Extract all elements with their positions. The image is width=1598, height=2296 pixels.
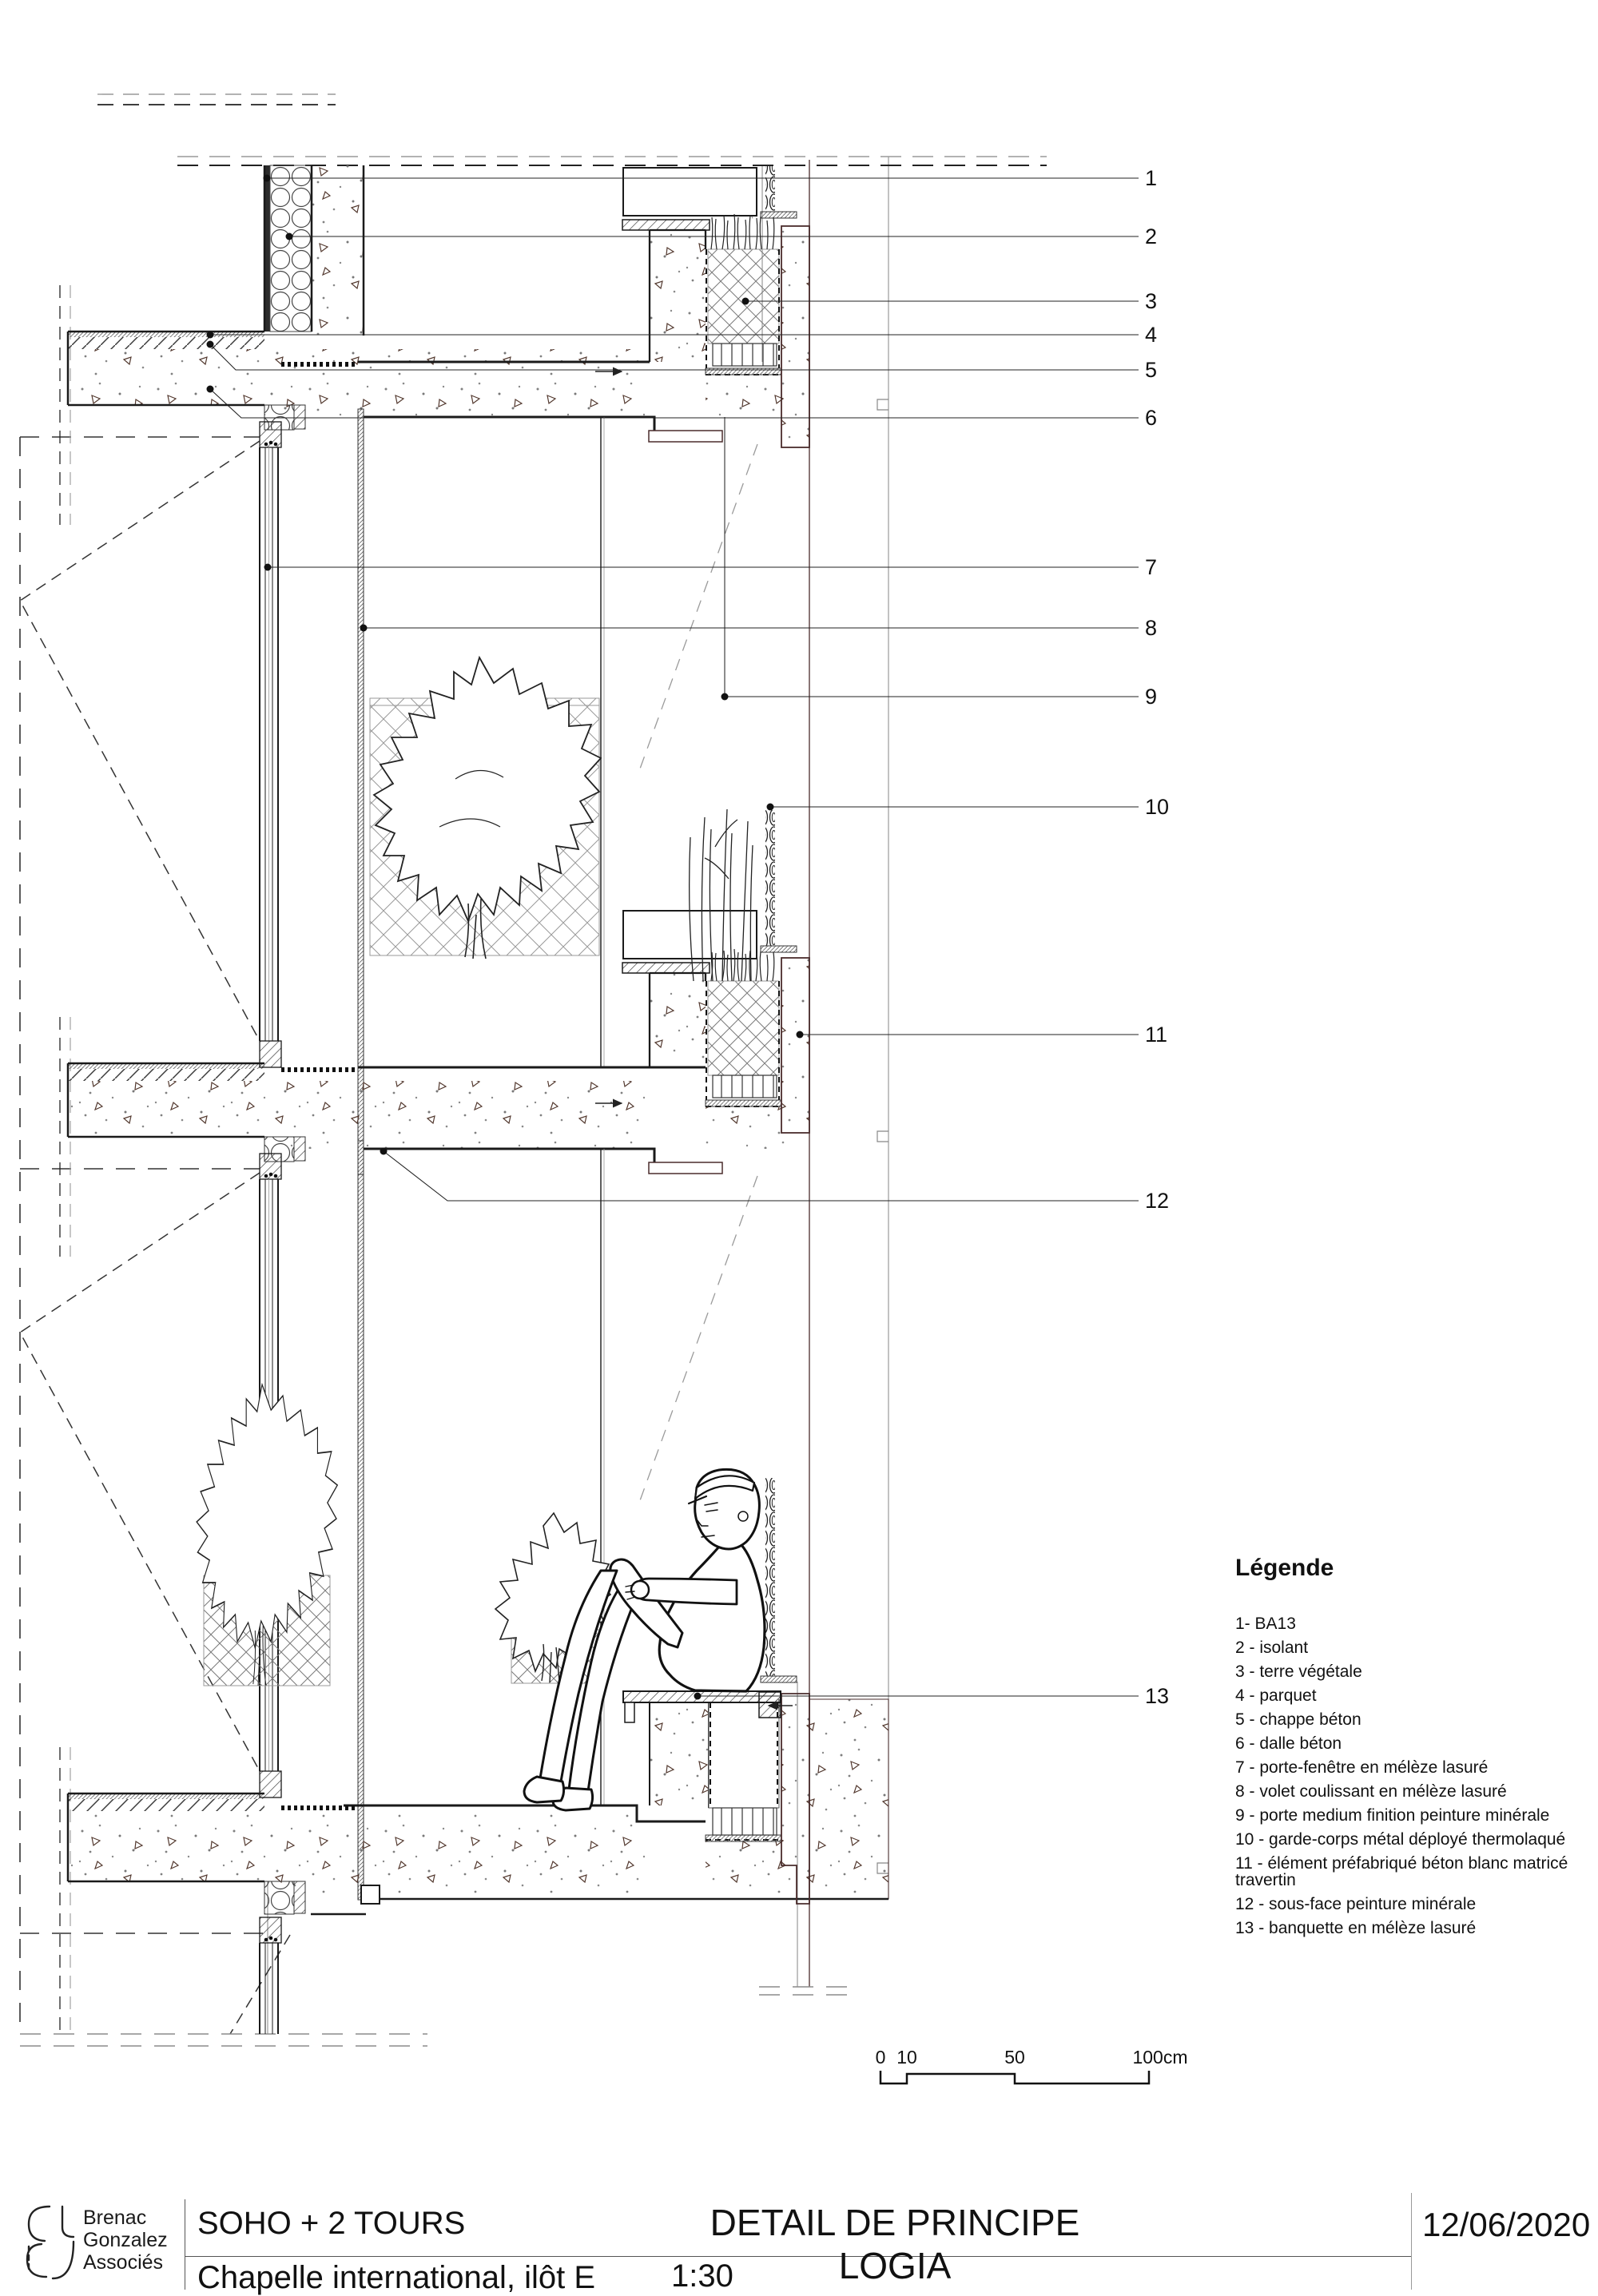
callout-number-4: 4 [1145, 323, 1158, 347]
bench-board [623, 1691, 781, 1702]
railing-mesh-section [765, 810, 775, 946]
firm-line-3: Associés [83, 2251, 164, 2274]
drainage-layer [713, 344, 777, 366]
sliding-shutter-section [358, 1141, 364, 1900]
legend-item-12: 12 - sous-face peinture minérale [1235, 1895, 1477, 1913]
scale-label-50: 50 [1004, 2047, 1025, 2068]
callout-number-2: 2 [1145, 224, 1158, 248]
window-sill [260, 1041, 281, 1067]
drawing-date: 12/06/2020 [1422, 2206, 1591, 2243]
planter-soil [708, 981, 779, 1075]
shoe [524, 1777, 564, 1802]
prefab-concrete-element [781, 226, 809, 447]
scale-label-100: 100cm [1132, 2047, 1188, 2068]
drawing-scale: 1:30 [671, 2258, 733, 2294]
drainage-layer [713, 1808, 777, 1835]
callout-number-6: 6 [1145, 406, 1158, 430]
legend-item-3: 3 - terre végétale [1235, 1662, 1362, 1681]
legend-item-10: 10 - garde-corps métal déployé thermolaqué [1235, 1830, 1566, 1849]
callout-number-13: 13 [1145, 1684, 1170, 1708]
railing-mesh-section [765, 166, 775, 212]
callout-number-12: 12 [1145, 1189, 1170, 1213]
title-block [0, 2193, 1598, 2295]
insulation-layer [270, 165, 312, 332]
project-name: SOHO + 2 TOURS [197, 2206, 466, 2241]
callout-numbers [1145, 166, 1169, 1708]
wood-cap [622, 220, 710, 230]
scale-label-0: 0 [875, 2047, 886, 2068]
legend-item-7: 7 - porte-fenêtre en mélèze lasuré [1235, 1758, 1489, 1777]
callout-number-1: 1 [1145, 166, 1158, 190]
callout-number-11: 11 [1145, 1023, 1168, 1047]
legend-item-2: 2 - isolant [1235, 1639, 1309, 1657]
firm-line-2: Gonzalez [83, 2229, 168, 2251]
top-wall-section [264, 165, 364, 336]
scale-label-10: 10 [896, 2047, 917, 2068]
firm-line-1: Brenac [83, 2207, 147, 2229]
legend-item-11b: travertin [1235, 1871, 1296, 1889]
sliding-shutter-section [358, 409, 364, 1174]
arm [636, 1579, 737, 1604]
drawing-title: DETAIL DE PRINCIPE LOGIA [710, 2202, 1080, 2286]
callout-number-9: 9 [1145, 685, 1158, 709]
scale-bar [876, 2047, 1188, 2083]
callout-number-5: 5 [1145, 358, 1158, 382]
callout-number-8: 8 [1145, 616, 1158, 640]
legend-item-13: 13 - banquette en mélèze lasuré [1235, 1919, 1477, 1937]
project-location: Chapelle international, ilôt E [197, 2260, 596, 2295]
legend-title: Légende [1235, 1555, 1334, 1581]
grass-tuft [711, 214, 774, 249]
bench-outline-upper-floor [623, 168, 757, 216]
prefab-concrete-element [781, 958, 809, 1133]
firm-name [83, 2207, 168, 2274]
planter-soil [708, 249, 779, 344]
railing-mesh-section [765, 1478, 775, 1676]
legend-item-4: 4 - parquet [1235, 1686, 1317, 1705]
hands [631, 1581, 649, 1599]
window-sill [260, 1771, 281, 1797]
legend-item-6: 6 - dalle béton [1235, 1734, 1342, 1753]
callout-number-10: 10 [1145, 795, 1170, 819]
divider [1411, 2193, 1412, 2290]
legend-item-9: 9 - porte medium finition peinture minérale [1235, 1806, 1550, 1825]
legend-item-11: 11 - élément préfabriqué béton blanc matricé [1235, 1854, 1568, 1873]
legend [1235, 1555, 1595, 1944]
callout-number-3: 3 [1145, 289, 1158, 313]
concrete-wall [312, 165, 364, 336]
legend-item-1: 1- BA13 [1235, 1615, 1296, 1633]
legend-item-8: 8 - volet coulissant en mélèze lasuré [1235, 1782, 1507, 1801]
callout-number-7: 7 [1145, 555, 1158, 579]
legend-item-5: 5 - chappe béton [1235, 1710, 1361, 1729]
